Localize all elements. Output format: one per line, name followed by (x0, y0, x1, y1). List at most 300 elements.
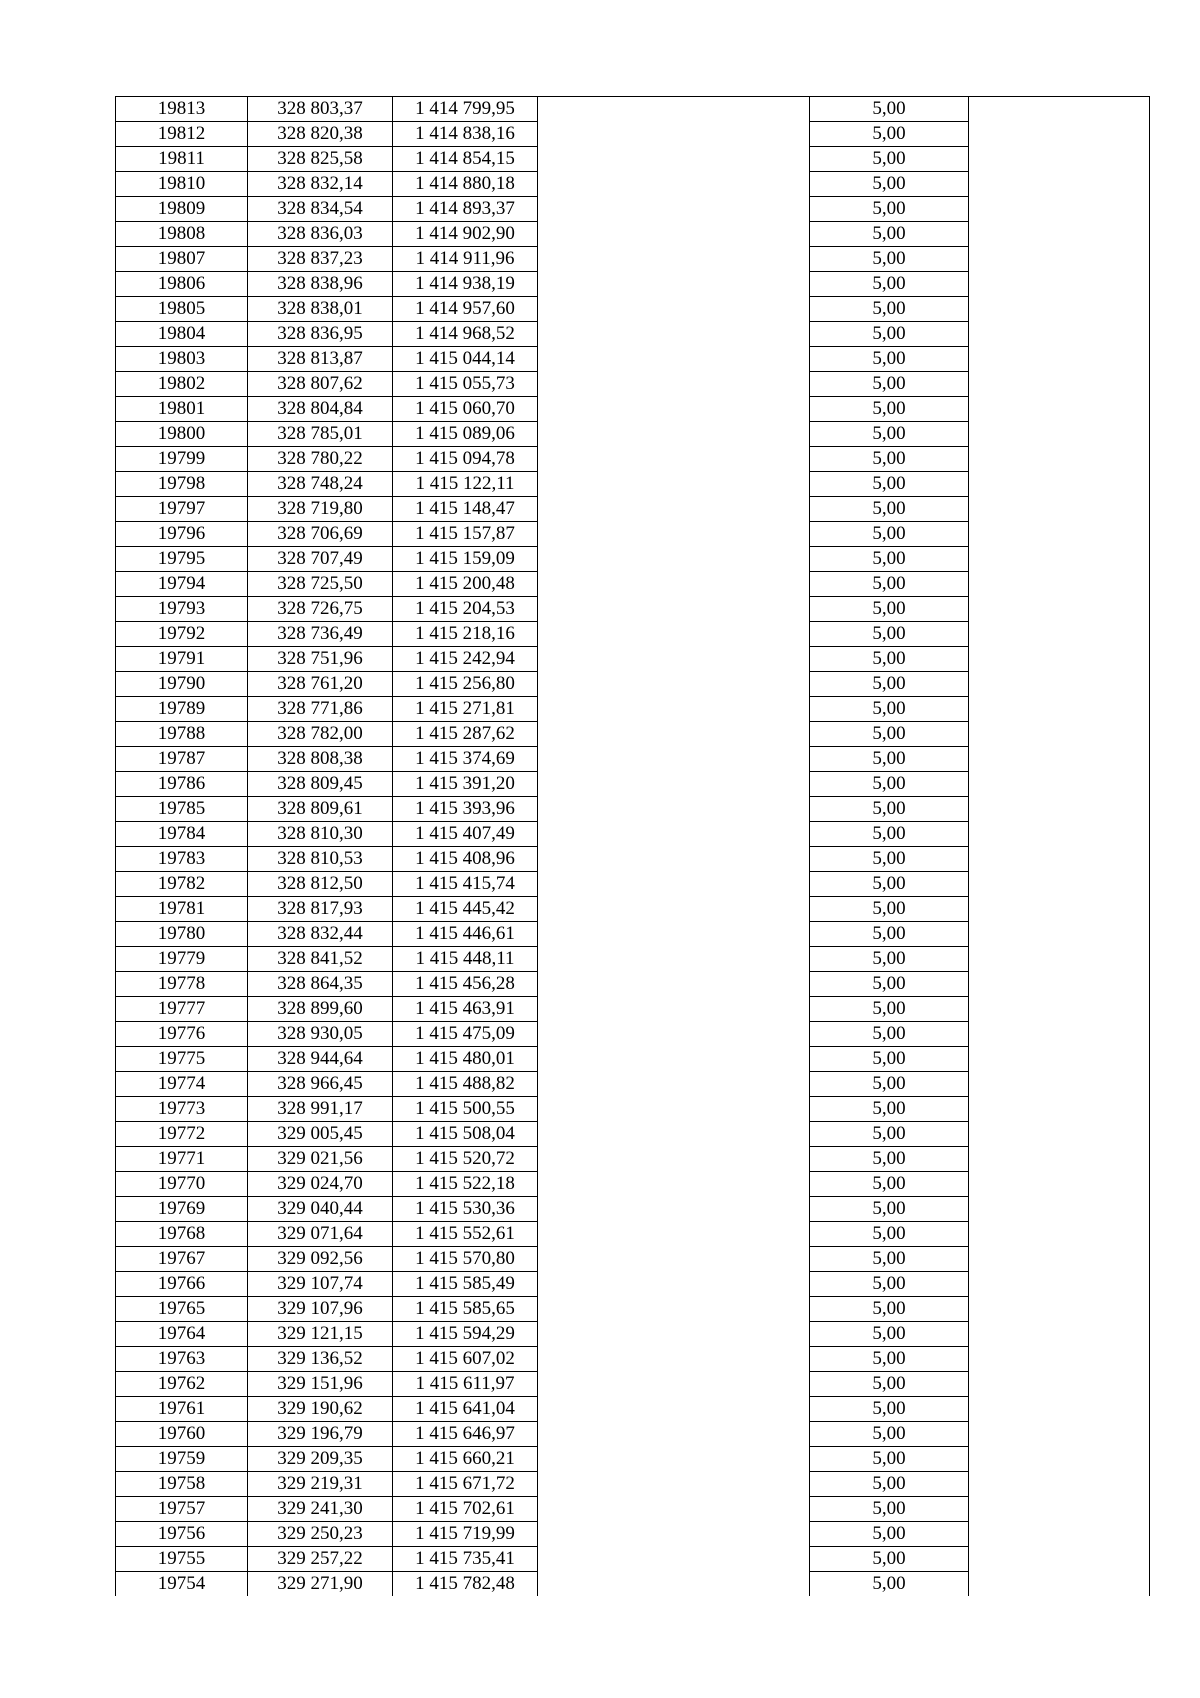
table-row (116, 572, 1150, 597)
description-cell (538, 1197, 810, 1222)
accuracy-cell: 5,00 (810, 597, 969, 622)
table-row (116, 1297, 1150, 1322)
note-cell (969, 972, 1150, 997)
note-cell (969, 922, 1150, 947)
table-row (116, 147, 1150, 172)
note-cell (969, 422, 1150, 447)
y-coordinate-cell: 1 415 702,61 (393, 1497, 538, 1522)
point-number-cell: 19778 (116, 972, 248, 997)
point-number-cell: 19800 (116, 422, 248, 447)
point-number-cell: 19799 (116, 447, 248, 472)
accuracy-cell: 5,00 (810, 1172, 969, 1197)
coordinates-table-body (116, 97, 1150, 1597)
point-number-cell: 19806 (116, 272, 248, 297)
note-cell (969, 1047, 1150, 1072)
description-cell (538, 997, 810, 1022)
accuracy-cell: 5,00 (810, 1397, 969, 1422)
table-row (116, 1422, 1150, 1447)
accuracy-cell: 5,00 (810, 1022, 969, 1047)
note-cell (969, 1397, 1150, 1422)
y-coordinate-cell: 1 415 607,02 (393, 1347, 538, 1372)
x-coordinate-cell: 329 071,64 (248, 1222, 393, 1247)
point-number-cell: 19773 (116, 1097, 248, 1122)
table-row (116, 672, 1150, 697)
x-coordinate-cell: 328 761,20 (248, 672, 393, 697)
x-coordinate-cell: 328 736,49 (248, 622, 393, 647)
x-coordinate-cell: 329 121,15 (248, 1322, 393, 1347)
y-coordinate-cell: 1 415 585,49 (393, 1272, 538, 1297)
accuracy-cell: 5,00 (810, 1547, 969, 1572)
table-row (116, 547, 1150, 572)
y-coordinate-cell: 1 415 256,80 (393, 672, 538, 697)
note-cell (969, 1347, 1150, 1372)
accuracy-cell: 5,00 (810, 697, 969, 722)
table-row (116, 297, 1150, 322)
y-coordinate-cell: 1 415 157,87 (393, 522, 538, 547)
accuracy-cell: 5,00 (810, 197, 969, 222)
y-coordinate-cell: 1 415 271,81 (393, 697, 538, 722)
table-row (116, 1122, 1150, 1147)
table-row (116, 847, 1150, 872)
description-cell (538, 647, 810, 672)
point-number-cell: 19770 (116, 1172, 248, 1197)
table-row (116, 447, 1150, 472)
table-row (116, 947, 1150, 972)
note-cell (969, 747, 1150, 772)
accuracy-cell: 5,00 (810, 272, 969, 297)
description-cell (538, 972, 810, 997)
point-number-cell: 19803 (116, 347, 248, 372)
note-cell (969, 1172, 1150, 1197)
y-coordinate-cell: 1 415 159,09 (393, 547, 538, 572)
y-coordinate-cell: 1 415 594,29 (393, 1322, 538, 1347)
point-number-cell: 19808 (116, 222, 248, 247)
y-coordinate-cell: 1 415 475,09 (393, 1022, 538, 1047)
y-coordinate-cell: 1 415 646,97 (393, 1422, 538, 1447)
y-coordinate-cell: 1 415 570,80 (393, 1247, 538, 1272)
note-cell (969, 1072, 1150, 1097)
y-coordinate-cell: 1 415 520,72 (393, 1147, 538, 1172)
note-cell (969, 1222, 1150, 1247)
x-coordinate-cell: 329 250,23 (248, 1522, 393, 1547)
x-coordinate-cell: 328 825,58 (248, 147, 393, 172)
point-number-cell: 19793 (116, 597, 248, 622)
x-coordinate-cell: 328 771,86 (248, 697, 393, 722)
x-coordinate-cell: 328 820,38 (248, 122, 393, 147)
accuracy-cell: 5,00 (810, 1272, 969, 1297)
y-coordinate-cell: 1 415 044,14 (393, 347, 538, 372)
description-cell (538, 522, 810, 547)
table-row (116, 1322, 1150, 1347)
point-number-cell: 19794 (116, 572, 248, 597)
table-row (116, 697, 1150, 722)
accuracy-cell: 5,00 (810, 1347, 969, 1372)
note-cell (969, 1097, 1150, 1122)
description-cell (538, 922, 810, 947)
description-cell (538, 247, 810, 272)
note-cell (969, 222, 1150, 247)
point-number-cell: 19760 (116, 1422, 248, 1447)
table-row (116, 647, 1150, 672)
x-coordinate-cell: 328 991,17 (248, 1097, 393, 1122)
x-coordinate-cell: 328 944,64 (248, 1047, 393, 1072)
description-cell (538, 722, 810, 747)
point-number-cell: 19754 (116, 1572, 248, 1597)
description-cell (538, 1447, 810, 1472)
x-coordinate-cell: 328 804,84 (248, 397, 393, 422)
point-number-cell: 19786 (116, 772, 248, 797)
y-coordinate-cell: 1 414 968,52 (393, 322, 538, 347)
x-coordinate-cell: 328 803,37 (248, 97, 393, 122)
point-number-cell: 19812 (116, 122, 248, 147)
note-cell (969, 1572, 1150, 1597)
table-row (116, 422, 1150, 447)
note-cell (969, 947, 1150, 972)
description-cell (538, 1272, 810, 1297)
point-number-cell: 19810 (116, 172, 248, 197)
description-cell (538, 1397, 810, 1422)
note-cell (969, 172, 1150, 197)
table-row (116, 822, 1150, 847)
table-row (116, 1147, 1150, 1172)
accuracy-cell: 5,00 (810, 322, 969, 347)
table-row (116, 1097, 1150, 1122)
table-row (116, 747, 1150, 772)
y-coordinate-cell: 1 415 445,42 (393, 897, 538, 922)
accuracy-cell: 5,00 (810, 222, 969, 247)
point-number-cell: 19768 (116, 1222, 248, 1247)
table-row (116, 1047, 1150, 1072)
y-coordinate-cell: 1 414 838,16 (393, 122, 538, 147)
table-row (116, 1247, 1150, 1272)
note-cell (969, 1247, 1150, 1272)
accuracy-cell: 5,00 (810, 1047, 969, 1072)
accuracy-cell: 5,00 (810, 822, 969, 847)
table-row (116, 122, 1150, 147)
note-cell (969, 797, 1150, 822)
note-cell (969, 147, 1150, 172)
point-number-cell: 19758 (116, 1472, 248, 1497)
point-number-cell: 19759 (116, 1447, 248, 1472)
accuracy-cell: 5,00 (810, 622, 969, 647)
accuracy-cell: 5,00 (810, 897, 969, 922)
y-coordinate-cell: 1 415 060,70 (393, 397, 538, 422)
x-coordinate-cell: 328 812,50 (248, 872, 393, 897)
x-coordinate-cell: 328 725,50 (248, 572, 393, 597)
description-cell (538, 1372, 810, 1397)
x-coordinate-cell: 328 966,45 (248, 1072, 393, 1097)
y-coordinate-cell: 1 414 938,19 (393, 272, 538, 297)
description-cell (538, 847, 810, 872)
y-coordinate-cell: 1 415 391,20 (393, 772, 538, 797)
note-cell (969, 297, 1150, 322)
x-coordinate-cell: 329 219,31 (248, 1472, 393, 1497)
description-cell (538, 697, 810, 722)
y-coordinate-cell: 1 415 508,04 (393, 1122, 538, 1147)
y-coordinate-cell: 1 415 204,53 (393, 597, 538, 622)
accuracy-cell: 5,00 (810, 997, 969, 1022)
y-coordinate-cell: 1 415 148,47 (393, 497, 538, 522)
note-cell (969, 1522, 1150, 1547)
accuracy-cell: 5,00 (810, 1522, 969, 1547)
accuracy-cell: 5,00 (810, 1072, 969, 1097)
x-coordinate-cell: 328 836,03 (248, 222, 393, 247)
note-cell (969, 722, 1150, 747)
note-cell (969, 272, 1150, 297)
description-cell (538, 897, 810, 922)
x-coordinate-cell: 328 751,96 (248, 647, 393, 672)
accuracy-cell: 5,00 (810, 1322, 969, 1347)
note-cell (969, 472, 1150, 497)
y-coordinate-cell: 1 415 585,65 (393, 1297, 538, 1322)
table-row (116, 522, 1150, 547)
description-cell (538, 347, 810, 372)
accuracy-cell: 5,00 (810, 297, 969, 322)
accuracy-cell: 5,00 (810, 947, 969, 972)
y-coordinate-cell: 1 415 611,97 (393, 1372, 538, 1397)
x-coordinate-cell: 328 706,69 (248, 522, 393, 547)
table-row (116, 372, 1150, 397)
x-coordinate-cell: 329 021,56 (248, 1147, 393, 1172)
description-cell (538, 597, 810, 622)
y-coordinate-cell: 1 415 408,96 (393, 847, 538, 872)
y-coordinate-cell: 1 415 719,99 (393, 1522, 538, 1547)
table-row (116, 1397, 1150, 1422)
point-number-cell: 19764 (116, 1322, 248, 1347)
point-number-cell: 19787 (116, 747, 248, 772)
y-coordinate-cell: 1 415 735,41 (393, 1547, 538, 1572)
x-coordinate-cell: 328 719,80 (248, 497, 393, 522)
point-number-cell: 19755 (116, 1547, 248, 1572)
note-cell (969, 1472, 1150, 1497)
description-cell (538, 447, 810, 472)
x-coordinate-cell: 328 780,22 (248, 447, 393, 472)
point-number-cell: 19772 (116, 1122, 248, 1147)
y-coordinate-cell: 1 415 530,36 (393, 1197, 538, 1222)
table-row (116, 1522, 1150, 1547)
y-coordinate-cell: 1 414 880,18 (393, 172, 538, 197)
x-coordinate-cell: 328 834,54 (248, 197, 393, 222)
description-cell (538, 1572, 810, 1597)
description-cell (538, 747, 810, 772)
description-cell (538, 1147, 810, 1172)
note-cell (969, 447, 1150, 472)
point-number-cell: 19762 (116, 1372, 248, 1397)
accuracy-cell: 5,00 (810, 872, 969, 897)
point-number-cell: 19769 (116, 1197, 248, 1222)
note-cell (969, 1322, 1150, 1347)
description-cell (538, 1047, 810, 1072)
table-row (116, 322, 1150, 347)
y-coordinate-cell: 1 415 480,01 (393, 1047, 538, 1072)
accuracy-cell: 5,00 (810, 372, 969, 397)
y-coordinate-cell: 1 414 854,15 (393, 147, 538, 172)
description-cell (538, 622, 810, 647)
table-row (116, 1347, 1150, 1372)
accuracy-cell: 5,00 (810, 97, 969, 122)
point-number-cell: 19779 (116, 947, 248, 972)
table-row (116, 497, 1150, 522)
x-coordinate-cell: 329 271,90 (248, 1572, 393, 1597)
x-coordinate-cell: 328 837,23 (248, 247, 393, 272)
table-row (116, 97, 1150, 122)
table-row (116, 222, 1150, 247)
accuracy-cell: 5,00 (810, 1222, 969, 1247)
y-coordinate-cell: 1 415 407,49 (393, 822, 538, 847)
point-number-cell: 19756 (116, 1522, 248, 1547)
note-cell (969, 1297, 1150, 1322)
table-row (116, 772, 1150, 797)
y-coordinate-cell: 1 415 660,21 (393, 1447, 538, 1472)
note-cell (969, 1447, 1150, 1472)
table-row (116, 397, 1150, 422)
note-cell (969, 772, 1150, 797)
description-cell (538, 822, 810, 847)
description-cell (538, 1347, 810, 1372)
point-number-cell: 19776 (116, 1022, 248, 1047)
note-cell (969, 822, 1150, 847)
description-cell (538, 1297, 810, 1322)
note-cell (969, 97, 1150, 122)
note-cell (969, 1022, 1150, 1047)
x-coordinate-cell: 329 241,30 (248, 1497, 393, 1522)
point-number-cell: 19792 (116, 622, 248, 647)
table-row (116, 1072, 1150, 1097)
table-row (116, 1022, 1150, 1047)
y-coordinate-cell: 1 415 218,16 (393, 622, 538, 647)
table-row (116, 997, 1150, 1022)
table-row (116, 1172, 1150, 1197)
description-cell (538, 1222, 810, 1247)
table-row (116, 1547, 1150, 1572)
accuracy-cell: 5,00 (810, 647, 969, 672)
x-coordinate-cell: 329 196,79 (248, 1422, 393, 1447)
x-coordinate-cell: 328 838,96 (248, 272, 393, 297)
point-number-cell: 19777 (116, 997, 248, 1022)
accuracy-cell: 5,00 (810, 1297, 969, 1322)
accuracy-cell: 5,00 (810, 422, 969, 447)
description-cell (538, 1172, 810, 1197)
point-number-cell: 19789 (116, 697, 248, 722)
table-row (116, 247, 1150, 272)
table-row (116, 197, 1150, 222)
x-coordinate-cell: 329 257,22 (248, 1547, 393, 1572)
x-coordinate-cell: 329 024,70 (248, 1172, 393, 1197)
accuracy-cell: 5,00 (810, 522, 969, 547)
x-coordinate-cell: 328 810,30 (248, 822, 393, 847)
y-coordinate-cell: 1 415 094,78 (393, 447, 538, 472)
description-cell (538, 1022, 810, 1047)
point-number-cell: 19757 (116, 1497, 248, 1522)
y-coordinate-cell: 1 415 782,48 (393, 1572, 538, 1597)
y-coordinate-cell: 1 415 463,91 (393, 997, 538, 1022)
x-coordinate-cell: 328 809,45 (248, 772, 393, 797)
y-coordinate-cell: 1 415 456,28 (393, 972, 538, 997)
y-coordinate-cell: 1 415 200,48 (393, 572, 538, 597)
note-cell (969, 1147, 1150, 1172)
y-coordinate-cell: 1 415 488,82 (393, 1072, 538, 1097)
y-coordinate-cell: 1 415 287,62 (393, 722, 538, 747)
x-coordinate-cell: 329 005,45 (248, 1122, 393, 1147)
description-cell (538, 547, 810, 572)
description-cell (538, 947, 810, 972)
y-coordinate-cell: 1 414 957,60 (393, 297, 538, 322)
description-cell (538, 197, 810, 222)
description-cell (538, 1247, 810, 1272)
table-row (116, 972, 1150, 997)
point-number-cell: 19809 (116, 197, 248, 222)
y-coordinate-cell: 1 415 242,94 (393, 647, 538, 672)
point-number-cell: 19795 (116, 547, 248, 572)
accuracy-cell: 5,00 (810, 1147, 969, 1172)
point-number-cell: 19791 (116, 647, 248, 672)
point-number-cell: 19804 (116, 322, 248, 347)
point-number-cell: 19767 (116, 1247, 248, 1272)
accuracy-cell: 5,00 (810, 847, 969, 872)
point-number-cell: 19801 (116, 397, 248, 422)
accuracy-cell: 5,00 (810, 922, 969, 947)
accuracy-cell: 5,00 (810, 147, 969, 172)
table-row (116, 922, 1150, 947)
table-row (116, 1372, 1150, 1397)
description-cell (538, 1097, 810, 1122)
x-coordinate-cell: 329 209,35 (248, 1447, 393, 1472)
table-row (116, 1447, 1150, 1472)
y-coordinate-cell: 1 415 374,69 (393, 747, 538, 772)
description-cell (538, 1547, 810, 1572)
x-coordinate-cell: 328 813,87 (248, 347, 393, 372)
note-cell (969, 497, 1150, 522)
accuracy-cell: 5,00 (810, 347, 969, 372)
x-coordinate-cell: 329 190,62 (248, 1397, 393, 1422)
note-cell (969, 347, 1150, 372)
x-coordinate-cell: 328 832,14 (248, 172, 393, 197)
description-cell (538, 322, 810, 347)
x-coordinate-cell: 329 092,56 (248, 1247, 393, 1272)
table-row (116, 897, 1150, 922)
description-cell (538, 97, 810, 122)
accuracy-cell: 5,00 (810, 1197, 969, 1222)
y-coordinate-cell: 1 415 055,73 (393, 372, 538, 397)
table-row (116, 1222, 1150, 1247)
note-cell (969, 122, 1150, 147)
point-number-cell: 19796 (116, 522, 248, 547)
point-number-cell: 19774 (116, 1072, 248, 1097)
accuracy-cell: 5,00 (810, 797, 969, 822)
point-number-cell: 19784 (116, 822, 248, 847)
y-coordinate-cell: 1 414 911,96 (393, 247, 538, 272)
note-cell (969, 647, 1150, 672)
point-number-cell: 19807 (116, 247, 248, 272)
description-cell (538, 1472, 810, 1497)
note-cell (969, 872, 1150, 897)
description-cell (538, 222, 810, 247)
x-coordinate-cell: 328 808,38 (248, 747, 393, 772)
point-number-cell: 19805 (116, 297, 248, 322)
accuracy-cell: 5,00 (810, 722, 969, 747)
x-coordinate-cell: 328 838,01 (248, 297, 393, 322)
description-cell (538, 797, 810, 822)
note-cell (969, 397, 1150, 422)
x-coordinate-cell: 329 151,96 (248, 1372, 393, 1397)
y-coordinate-cell: 1 414 893,37 (393, 197, 538, 222)
table-row (116, 1472, 1150, 1497)
x-coordinate-cell: 328 785,01 (248, 422, 393, 447)
note-cell (969, 1497, 1150, 1522)
x-coordinate-cell: 328 836,95 (248, 322, 393, 347)
note-cell (969, 622, 1150, 647)
table-row (116, 1197, 1150, 1222)
